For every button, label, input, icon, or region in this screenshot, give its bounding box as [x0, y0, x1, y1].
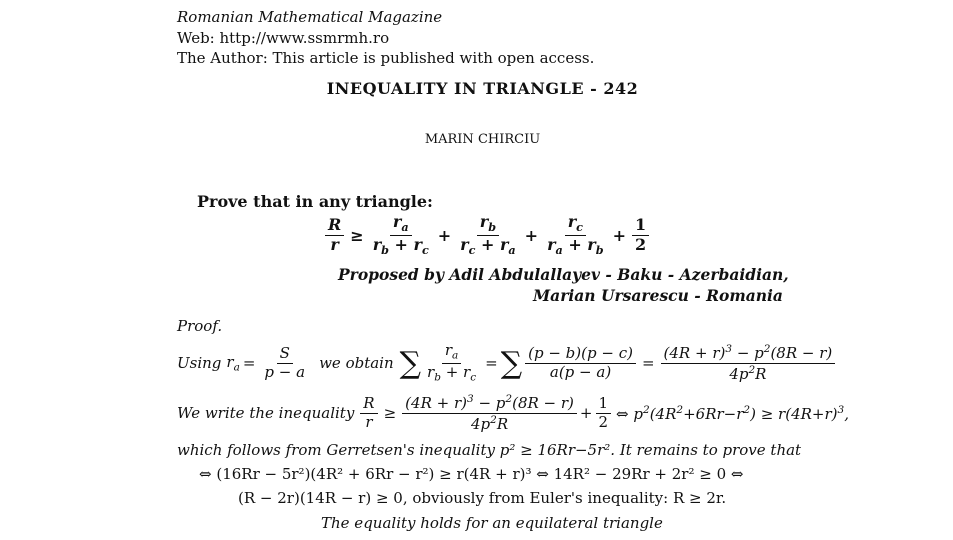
we-write-text: We write the inequality	[177, 404, 355, 423]
fraction-S-over-p-a: $\frac{S}{p - a}$	[264, 343, 306, 381]
fraction-half: $\frac{1}{2}$	[632, 217, 649, 254]
fraction-R-over-r: $\frac{R}{r}$	[325, 217, 344, 254]
main-inequality: $\frac{R}{r}$ ≥ $\frac{r_a}{r_b + r_c}$ + $\frac{r_b}{r_c + r_a}$ + $\frac{r_c}{r_a + r_b}$ + $\frac{1}{2}$	[322, 214, 652, 256]
gerretsen-line: which follows from Gerretsen's inequality p² ≥ 16Rr−5r². It remains to prove that	[177, 441, 802, 459]
proof-using-line: Using $r_a$ = $\frac{S}{p - a}$ we obtain ∑ $\frac{r_a}{r_b + r_c}$ = ∑ $\frac{(p - b)(p - c)}{a(p - a)}$ = $\frac{(4R + r)^3 - p^2(8R - r)}{4p^2R}$	[177, 343, 838, 383]
access-note: The Author: This article is published with open access.	[177, 49, 595, 67]
problem-intro: Prove that in any triangle:	[197, 192, 433, 211]
fraction-rc: $\frac{r_c}{r_a + r_b}$	[547, 212, 604, 257]
fraction-result: $\frac{(4R + r)^3 - p^2(8R - r)}{4p^2R}$	[661, 344, 836, 382]
fraction-product: $\frac{(p - b)(p - c)}{a(p - a)}$	[525, 346, 636, 381]
proof-label: Proof.	[177, 317, 223, 335]
proof-write-line: We write the inequality $\frac{R}{r}$ ≥ $\frac{(4R + r)^3 - p^2(8R - r)}{4p^2R}$ + $\frac{1}{2}$ ⇔ $p^2(4R^2+6Rr-r^2) \ge r(4R+r)^3$,	[177, 393, 849, 433]
fraction-ra: $\frac{r_a}{r_b + r_c}$	[372, 212, 429, 257]
proposed-by-line1: Proposed by Adil Abdulallayev - Baku - Azerbaidian,	[338, 265, 789, 284]
proposed-by-line2: Marian Ursarescu - Romania	[533, 286, 783, 305]
fraction-sum-ra: $\frac{r_a}{r_b + r_c}$	[427, 341, 477, 384]
euler-line	[238, 489, 726, 507]
fraction-rb: $\frac{r_b}{r_c + r_a}$	[460, 212, 516, 257]
we-obtain-text: we obtain	[319, 354, 394, 373]
author-name	[0, 132, 953, 147]
using-text: Using	[177, 354, 222, 373]
web-address: Web: http://www.ssmrmh.ro	[177, 29, 390, 47]
fraction-half-2: $\frac{1}{2}$	[596, 396, 612, 431]
fraction-result-2: $\frac{(4R + r)^3 - p^2(8R - r)}{4p^2R}$	[402, 394, 577, 432]
paper-title-text: INEQUALITY IN TRIANGLE - 242	[326, 79, 639, 98]
fraction-R-over-r-2: $\frac{R}{r}$	[360, 396, 377, 431]
paper-title	[0, 79, 953, 98]
equality-line: The equality holds for an equilateral triangle	[321, 514, 663, 532]
remains-line: ⇔ (16Rr − 5r²)(4R² + 6Rr − r²) ≥ r(4R + r)³ ⇔ 14R² − 29Rr + 2r² ≥ 0 ⇔	[199, 465, 744, 483]
author-name-text: MARIN CHIRCIU	[424, 132, 541, 147]
magazine-name: Romanian Mathematical Magazine	[177, 8, 443, 26]
euler-text: (R − 2r)(14R − r) ≥ 0, obviously from Euler's inequality: R ≥ 2r.	[238, 489, 727, 507]
